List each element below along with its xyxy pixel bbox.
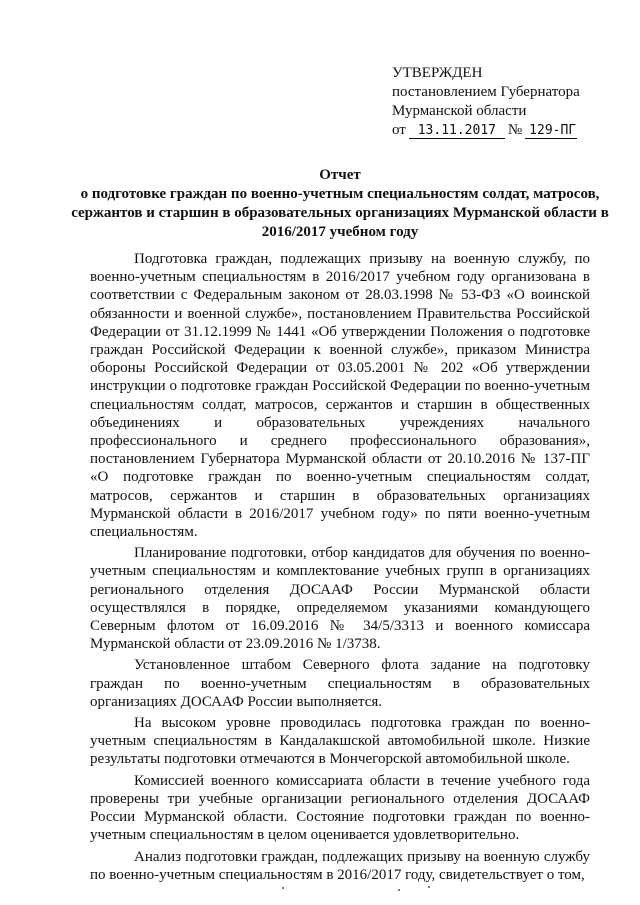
report-title: Отчет [319,167,361,183]
paragraph-task-status: Установленное штабом Северного флота задание на подготовку граждан по военно-учетным специальностям в образовательных организациях ДОСААФ России выполняется. [90,657,590,710]
scan-speck [282,887,284,889]
paragraph-quality: На высоком уровне проводилась подготовка граждан по военно-учетным специальностям в Кандалакшской автомобильной школе. Низкие результаты подготовки отмечаются в Мончегорской автомобильной школе. [90,715,590,768]
paragraph-legal-basis: Подготовка граждан, подлежащих призыву на военную службу, по военно-учетным специальностям в 2016/2017 учебном году организована в соответствии с Федеральным законом от 28.03.1998 № 53-ФЗ «О воинской обязанности и военной службе», постановлением Правительства Российской Федерации от 31.12.1999 № 1441 «Об утверждении Положения о подготовке граждан Российской Федерации к военной службе», приказом Министра обороны Российской Федерации от 03.05.2001 № 202 «Об утверждении инструкции о подготовке граждан Российской Федерации по военно-учетным специальностям солдат, матросов, сержантов и старшин в общественных объединениях и образовательных учреждениях начального профессионального и среднего профессионального образования», постановлением Губернатора Мурманской области от 20.10.2016 № 137-ПГ «О подготовке граждан по военно-учетным специальностям солдат, матросов, сержантов и старшин в образовательных организациях Мурманской области в 2016/2017 учебном году» по пяти военно-учетным специальностям. [90,251,590,541]
approval-from-label: от [392,122,406,138]
report-body [90,250,590,887]
paragraph-analysis: Анализ подготовки граждан, подлежащих призыву на военную службу по военно-учетным специальностям в 2016/2017 году, свидетельствует о том, [90,848,590,883]
report-subtitle: о подготовке граждан по военно-учетным специальностям солдат, матросов, сержантов и старшин в образовательных организациях Мурманской области в 2016/2017 учебном году [71,186,609,240]
approval-number-field: 129-ПГ [525,123,577,139]
approval-heading: УТВЕРЖДЕН [392,65,483,81]
approval-number-label: № [507,122,523,138]
report-title-block [60,166,620,242]
approval-date-field: 13.11.2017 [409,123,505,139]
scan-speck [428,886,430,888]
approval-date-number-line [392,121,580,140]
approval-line-resolution: постановлением Губернатора [392,84,580,100]
scan-speck [398,889,400,891]
paragraph-planning: Планирование подготовки, отбор кандидатов для обучения по военно-учетным специальностям и комплектование учебных групп в организациях регионального отделения ДОСААФ России Мурманской области осуществлялся в порядке, определяемом указаниями командующего Северным флотом от 16.09.2016 № 34/5/3313 и военного комиссара Мурманской области от 23.09.2016 № 1/3738. [90,545,590,653]
approval-line-region: Мурманской области [392,103,527,119]
paragraph-inspection: Комиссией военного комиссариата области в течение учебного года проверены три учебные организации регионального отделения ДОСААФ России Мурманской области. Состояние подготовки граждан по военно-учетным специальностям в целом оценивается удовлетворительно. [90,772,590,844]
approval-block [392,64,580,140]
